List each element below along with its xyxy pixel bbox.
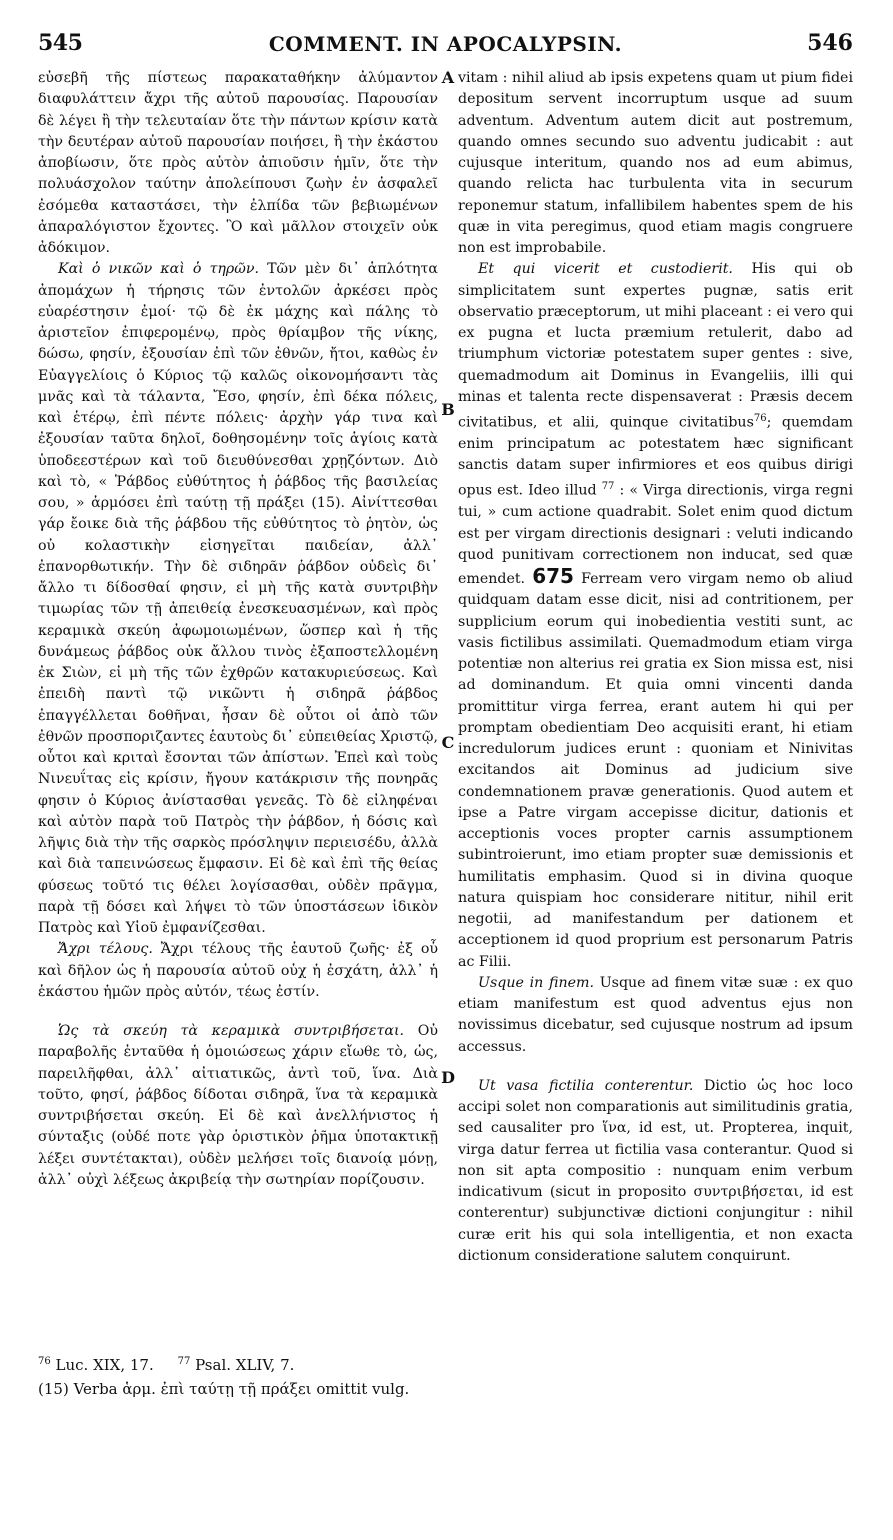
footnote-ref-76: 76	[753, 413, 767, 424]
greek-lemma-2: Καὶ ὁ νικῶν καὶ ὁ τηρῶν.	[58, 261, 259, 278]
latin-text-4: Dictio ὡς hoc loco accipi solet non comparationis aut similitudinis gratia, sed causaliter pro ἵνα, id est, ut. Propterea, inquit, virga datur ferrea ut fictilia vasa conterantur. Quod si non sit apta compositio : nunquam enim verbum indicativum (sicut in proposito συντριβήσεται, id est conterentur) subjunctivæ dictioni conjungitur : nihil curæ erit his qui sola intelligentia, et non exacta dictionum consideratione salutem conquirunt.	[458, 1077, 854, 1264]
greek-paragraph-4	[38, 1021, 438, 1191]
footnote-ref-luke: Luc. XIX, 17.	[55, 1356, 154, 1374]
latin-lemma-3: Usque in finem.	[478, 974, 594, 991]
greek-paragraph-2	[38, 259, 438, 939]
greek-text-3: Ἄχρι τέλους τῆς ἑαυτοῦ ζωῆς· ἐξ οὗ καὶ δῆλον ὡς ἡ παρουσία αὐτοῦ οὐχ ἡ ἐσχάτη, ἀλλ᾽ ἡ ἑκάστου ἡμῶν πρὸς αὐτόν, τέως ἐστίν.	[38, 941, 439, 1000]
margin-letter-b: B	[441, 400, 455, 419]
margin-letter-d: D	[441, 1068, 455, 1087]
latin-lemma-2: Et qui vicerit et custodierit.	[478, 261, 733, 278]
column-number: 675	[532, 564, 574, 589]
section-gap	[38, 1003, 438, 1021]
latin-text-2c: : « Virga directionis, virga regni tui, » cum actione quadrabit. Solet enim quod dictum est per virgam directionis designari : veluti indicando quod punitivam correctionem non inducat, sed quæ emendet.	[458, 483, 853, 588]
footnote-editorial	[38, 1377, 538, 1401]
margin-letter-a: A	[441, 68, 455, 87]
latin-text-2b: ; quemdam enim principatum ac potestatem hæc significant sanctis datam super infirmiores et eos quibus dirigi opus est. Ideo illud	[458, 414, 853, 500]
page-number-right: 546	[807, 30, 853, 56]
latin-text-2d: Ferream vero virgam nemo ob aliud quidquam datam esse dicit, nisi ad contritionem, per supplicium eorum qui inobedientia vestiti sunt, ac vasis fictilibus assimilati. Quemadmodum etiam virga potentiæ non alterius rei gratia ex Sion missa est, nisi ad dominandum. Et quia omni vincenti danda promittitur virga ferrea, erant autem hi qui per promptam obedientiam Deo acquisiti erant, hi etiam incredulorum judices erunt : quoniam et Ninivitas excitandos ait Dominus ad judicium sive condemnationem pravæ generationis. Quod autem et ipse a Patre virgam accepisse dicitur, dationis et acceptionis voces propter carnis assumptionem subintroierunt, imo etiam propter suæ demissionis et humilitatis emphasim. Quod si in divina quoque natura quispiam hoc considerare nititur, nihil erit negotii, ad manifestandum per dationem et acceptionem id quod proprium est personarum Patris ac Filii.	[458, 571, 853, 970]
footnote-ref-psalm: Psal. XLIV, 7.	[195, 1356, 295, 1374]
latin-text-2a: His qui ob simplicitatem sunt expertes pugnæ, satis erit observatio præceptorum, ut mihi placeant : ei vero qui ex pugna et lucta præmium retulerit, dabo ad triumphum victoriæ potestatem super gentes : sive, quemadmodum ait Dominus in Evangeliis, illi qui minas et talenta recte dispensaverat : Præsis decem civitatibus, et alii, quinque civitatibus	[458, 261, 854, 431]
latin-lemma-4: Ut vasa fictilia conterentur.	[478, 1077, 694, 1094]
greek-lemma-3: Ἄχρι τέλους.	[58, 941, 153, 958]
latin-paragraph-2	[458, 259, 853, 973]
greek-paragraph-3	[38, 939, 438, 1003]
footnote-text-15: Verba ἁρμ. ἐπὶ ταύτῃ τῇ πράξει omittit vulg.	[73, 1380, 410, 1398]
latin-text-3: Usque ad finem vitæ suæ : ex quo etiam manifestum est quod adventus ejus non novissimus dicebatur, sed cujusque nostrum ad ipsum accessus.	[458, 974, 853, 1055]
latin-column	[458, 68, 853, 1267]
latin-paragraph-3	[458, 973, 853, 1058]
latin-paragraph-1: vitam : nihil aliud ab ipsis expetens quam ut pium fidei depositum servent incorruptum usque ad suum adventum. Adventum autem dicit aut postremum, quando omnes secundo suo adventu judicabit : aut cujusque interitum, quando nos ad eum abimus, quando relicta hac turbulenta vita in securum reponemur statum, infallibilem habentes spem de his quæ in vita peregimus, quod etiam magis congruere non est improbabile.	[458, 70, 853, 256]
footnote-ref-77: 77	[601, 481, 615, 493]
greek-text-4: Οὐ παραβολῆς ἐνταῦθα ἡ ὁμοιώσεως χάριν εἴωθε τὸ, ὡς, παρειλῆφθαι, ἀλλ᾽ αἰτιατικῶς, ἀντὶ τοῦ, ἵνα. Διὰ τοῦτο, φησί, ῥάβδος δίδοται σιδηρᾶ, ἵνα τὰ κεραμικὰ συντριβήσεται σκεύη. Εἰ δὲ καὶ ἀνελλήνιστος ἡ σύνταξις (οὐδέ ποτε γὰρ ὁριστικὸν ῥῆμα ὑποτακτικῇ λέξει συντέτακται), οὐδὲν μελήσει τοῖς διανοίᾳ μόνῃ, ἀλλ᾽ οὐχὶ λέξεως ἀκριβείᾳ τὴν σωτηρίαν πορίζουσιν.	[38, 1023, 438, 1188]
greek-paragraph-1: εὐσεβῆ τῆς πίστεως παρακαταθήκην ἀλύμαντον διαφυλάττειν ἄχρι τῆς αὐτοῦ παρουσίας. Παρουσίαν δὲ λέγει ἢ τὴν τελευταίαν ὅτε τὴν πάντων κρίσιν κατὰ τὴν δευτέραν αὐτοῦ παρουσίαν ποιήσει, ἢ τὴν ἑκάστου ἀποβίωσιν, ὅτε πρὸς αὐτὸν ἀπιοῦσιν ἡμῖν, ὅτε τὴν πολυάσχολον ταύτην ἀπολείπουσι ζωὴν ἐν ἀσφαλεῖ ἐσόμεθα καταστάσει, τὴν ἐλπίδα τῶν βεβιωμένων ἀπαραλόγιστον ἔχοντες. Ὃ καὶ μᾶλλον στοιχεῖν οὐκ ἀδόκιμον.	[38, 70, 438, 256]
latin-paragraph-4	[458, 1076, 853, 1267]
footnote-scripture	[38, 1350, 538, 1377]
footnote-number-15: (15)	[38, 1380, 69, 1398]
footnote-number-77: 77	[177, 1356, 191, 1367]
margin-letter-c: C	[441, 733, 455, 752]
greek-text-2: Τῶν μὲν δι᾽ ἁπλότητα ἀπομάχων ἡ τήρησις τῶν ἐντολῶν ἀρκέσει πρὸς εὐαρέστησιν ἐμοί· τῷ δὲ ἐκ μάχης καὶ πάλης τὸ ἀριστεῖον ἐπιφερομένῳ, πρὸς θρίαμβον τῆς νίκης, δώσω, φησίν, ἐξουσίαν ἐπὶ τῶν ἐθνῶν, ἤτοι, καθὼς ἐν Εὐαγγελίοις ὁ Κύριος τῷ καλῶς οἰκονομήσαντι τὰς μνᾶς καὶ τὰ τάλαντα, Ἔσο, φησίν, ἐπὶ δέκα πόλεις, καὶ ἑτέρῳ, ἐπὶ πέντε πόλεις· ἀρχὴν γάρ τινα καὶ ἐξουσίαν ταῦτα δηλοῖ, δοθησομένην τοῖς ἁγίοις κατὰ ὑποδεεστέρων καὶ τοῦ διευθύνεσθαι χρῃζόντων. Διὸ καὶ τὸ, « Ῥάβδος εὐθύτητος ἡ ῥάβδος τῆς βασιλείας σου, » ἁρμόσει ἐπὶ ταύτῃ τῇ πράξει (15). Αἰνίττεσθαι γάρ ἔοικε διὰ τῆς ῥάβδου τῆς εὐθύτητος τὸ ῥητὸν, ὡς οὐ κολαστικὴν εἰσηγεῖται παιδείαν, ἀλλ᾽ ἐπανορθωτικήν. Τὴν δὲ σιδηρᾶν ῥάβδον οὐδεὶς δι᾽ ἄλλο τι δίδοσθαί φησιν, εἰ μὴ τῆς κατὰ συντριβὴν τιμωρίας τῶν τῇ ἀπειθείᾳ ἐνεσκευασμένων, καὶ πρὸς κεραμικὰ σκεύη ἀφωμοιωμένων, ὥσπερ καὶ ἡ τῆς δυνάμεως ῥάβδος οὐκ ἄλλου τινὸς ἐξαποστελλομένη ἐκ Σιὼν, εἰ μὴ τῆς τῶν ἐχθρῶν κατακυριεύσεως. Καὶ ἐπειδὴ παντὶ τῷ νικῶντι ἡ σιδηρᾶ ῥάβδος ἐπαγγέλλεται δοθῆναι, ἦσαν δὲ οὗτοι οἱ ἀπὸ τῶν ἐθνῶν προσποριζαντες ἑαυτοὺς δι᾽ εὐπειθείας Χριστῷ, οὗτοι καὶ κριταὶ ἔσονται τῶν ἀπίστων. Ἐπεὶ καὶ τοὺς Νινευΐτας εἰς κρίσιν, ἤγουν κατάκρισιν τῆς πονηρᾶς φησιν ὁ Κύριος ἀνίστασθαι γενεᾶς. Τὸ δὲ εἰληφέναι καὶ αὐτὸν παρὰ τοῦ Πατρὸς τὴν ῥάβδον, ἡ δόσις καὶ λῆψις διὰ τὴν τῆς σαρκὸς πρόσληψιν περιεισέδυ, ἀλλὰ καὶ διὰ ταπεινώσεως ἔμφασιν. Εἰ δὲ καὶ ἐπὶ τῆς θείας φύσεως τοῦτό τις θέλει λογίσασθαι, οὐδὲν πρᾶγμα, παρὰ τῇ δόσει καὶ λήψει τὸ τῶν ὑποστάσεων ἰδικὸν Πατρὸς καὶ Υἱοῦ ἐμφανίζεσθαι.	[38, 261, 438, 936]
page-header	[38, 30, 853, 60]
page-number-left: 545	[38, 30, 83, 56]
footnote-number-76: 76	[38, 1356, 51, 1367]
footnotes	[38, 1350, 538, 1401]
running-title: COMMENT. IN APOCALYPSIN.	[268, 32, 623, 56]
greek-lemma-4: Ὡς τὰ σκεύη τὰ κεραμικὰ συντριβήσεται.	[58, 1023, 405, 1039]
section-gap	[458, 1058, 853, 1076]
greek-column	[38, 68, 438, 1191]
